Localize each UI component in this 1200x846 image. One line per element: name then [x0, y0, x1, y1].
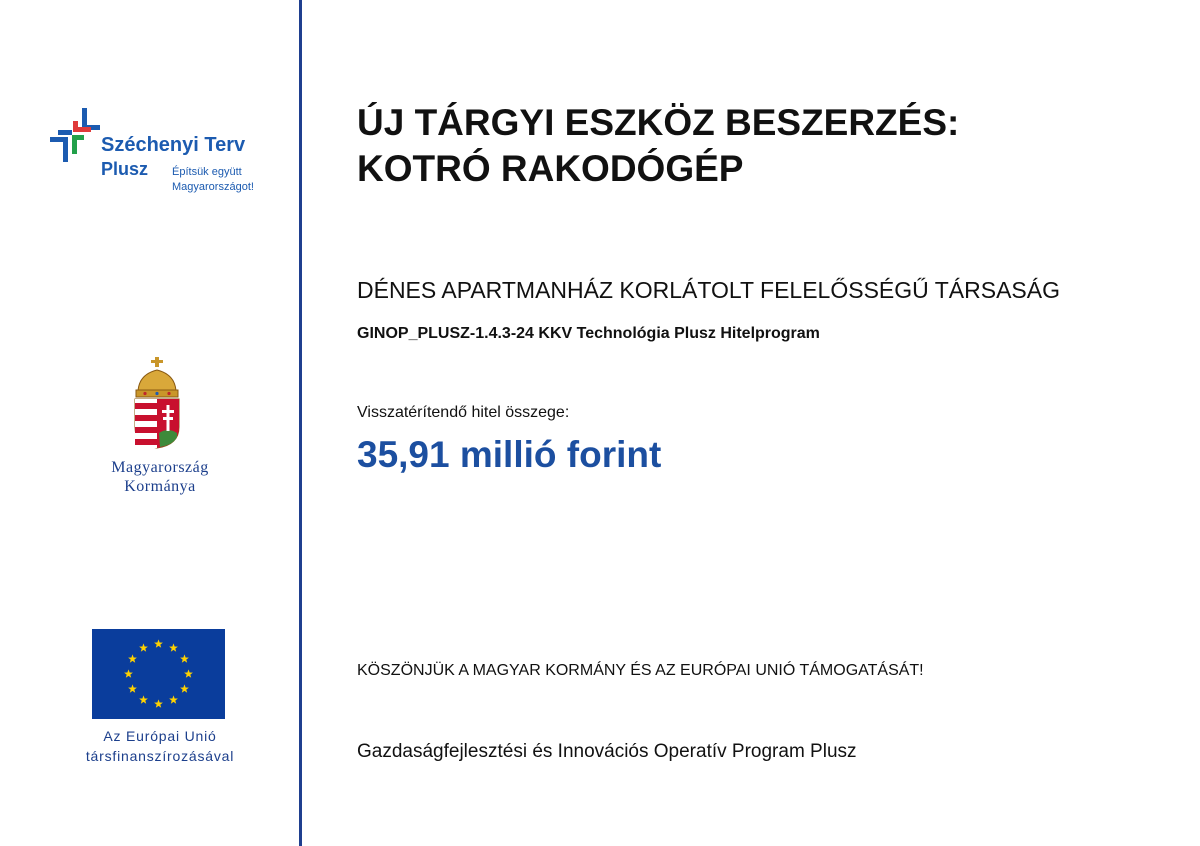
szechenyi-cross-icon [48, 108, 100, 164]
eu-logo [60, 629, 260, 769]
szechenyi-slogan-line2: Magyarországot! [172, 181, 254, 193]
szechenyi-plusz: Plusz [101, 159, 149, 179]
page-title [357, 100, 959, 192]
eu-text-line2: társfinanszírozásával [85, 748, 235, 764]
vertical-divider [299, 0, 302, 846]
loan-label: Visszatérítendő hitel összege: [357, 404, 570, 421]
government-name-line2: Kormánya [124, 478, 196, 495]
government-logo [60, 357, 260, 497]
title-line1: ÚJ TÁRGYI ESZKÖZ BESZERZÉS: [357, 102, 960, 143]
szechenyi-slogan-line1: Építsük együtt [172, 166, 242, 178]
company-name: DÉNES APARTMANHÁZ KORLÁTOLT FELELŐSSÉGŰ TÁRSASÁG [357, 277, 1060, 303]
thanks-text: KÖSZÖNJÜK A MAGYAR KORMÁNY ÉS AZ EURÓPAI UNIÓ TÁMOGATÁSÁT! [357, 662, 924, 679]
hungarian-coat-of-arms-icon [133, 357, 181, 449]
eu-cofinancing-text [60, 726, 260, 766]
program-code: GINOP_PLUSZ-1.4.3-24 KKV Technológia Plusz Hitelprogram [357, 325, 820, 342]
szechenyi-terv-plusz-logo [48, 108, 278, 203]
eu-text-line1: Az Európai Unió [103, 728, 217, 744]
szechenyi-title: Széchenyi Terv [101, 134, 246, 156]
szechenyi-slogan [172, 165, 254, 195]
government-name-line1: Magyarország [111, 459, 209, 476]
loan-amount: 35,91 millió forint [357, 434, 662, 475]
eu-flag-icon [92, 629, 225, 719]
operative-program: Gazdaságfejlesztési és Innovációs Operatív Program Plusz [357, 741, 857, 762]
title-line2: KOTRÓ RAKODÓGÉP [357, 148, 744, 189]
government-name [60, 458, 260, 496]
